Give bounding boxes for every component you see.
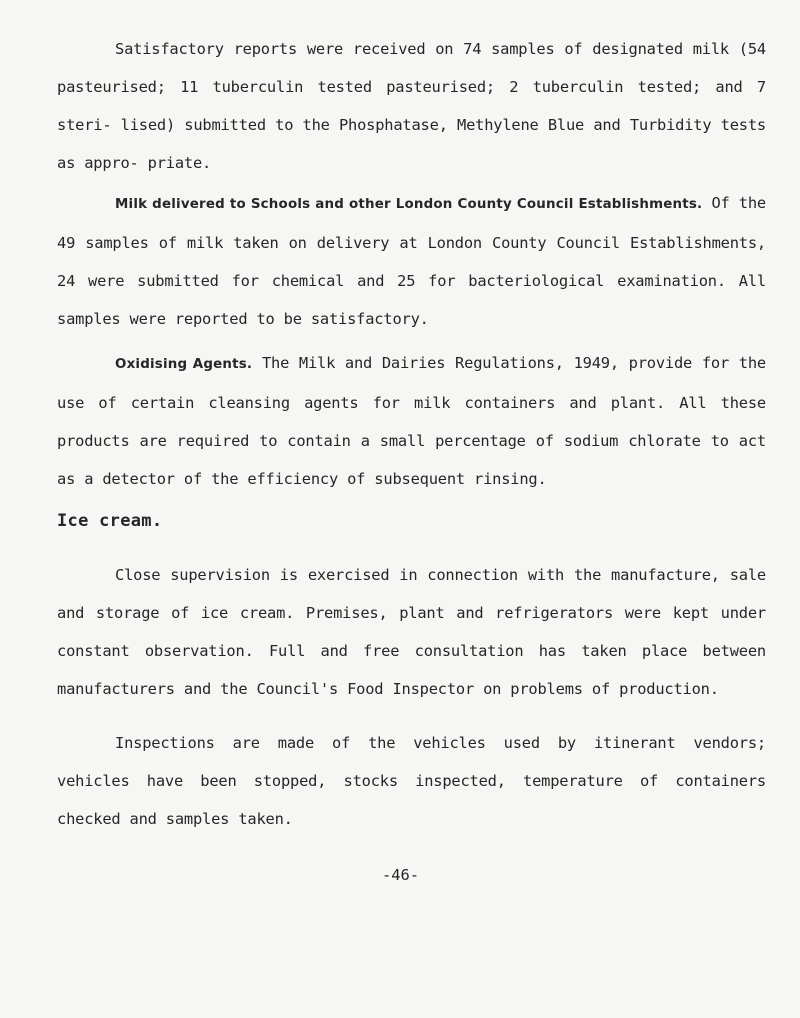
paragraph-milk-delivered <box>57 184 766 338</box>
page-number: -46- <box>381 866 420 884</box>
paragraph-close-supervision: Close supervision is exercised in connection with the manufacture, sale and storage of ice cream. Premises, plant and refrigerators were kept under constant observation. Full and free consultation has taken place between manufacturers and the Council's Food Inspector on problems of production. <box>57 566 766 698</box>
section-heading-ice-cream: Ice cream. <box>57 511 163 531</box>
paragraph-oxidising-agents-body: The Milk and Dairies Regulations, 1949, provide for the use of certain cleansing agents for milk containers and plant. All these products are required to contain a small percentage of sodium chlorate to act as a detector of the efficiency of subsequent rinsing. <box>57 354 766 488</box>
paragraph-milk-delivered-body: Of the 49 samples of milk taken on delivery at London County Council Establishments, 24 were submitted for chemical and 25 for bacteriological examination. All samples were reported to be satisfactory. <box>57 194 766 328</box>
paragraph-designated-milk: Satisfactory reports were received on 74 samples of designated milk (54 pasteurised; 11 tuberculin tested pasteurised; 2 tuberculin tested; and 7 steri- lised) submitted to the Phosphatase, Methylene Blue and Turbidity tests as appro- priate. <box>57 40 766 172</box>
paragraph-oxidising-agents <box>57 344 766 498</box>
paragraph-inspections: Inspections are made of the vehicles used by itinerant vendors; vehicles have been stopped, stocks inspected, temperature of containers checked and samples taken. <box>57 734 766 828</box>
run-in-heading-oxidising-agents: Oxidising Agents. <box>115 357 253 372</box>
run-in-heading-milk-delivered: Milk delivered to Schools and other London County Council Establishments. <box>115 197 703 212</box>
